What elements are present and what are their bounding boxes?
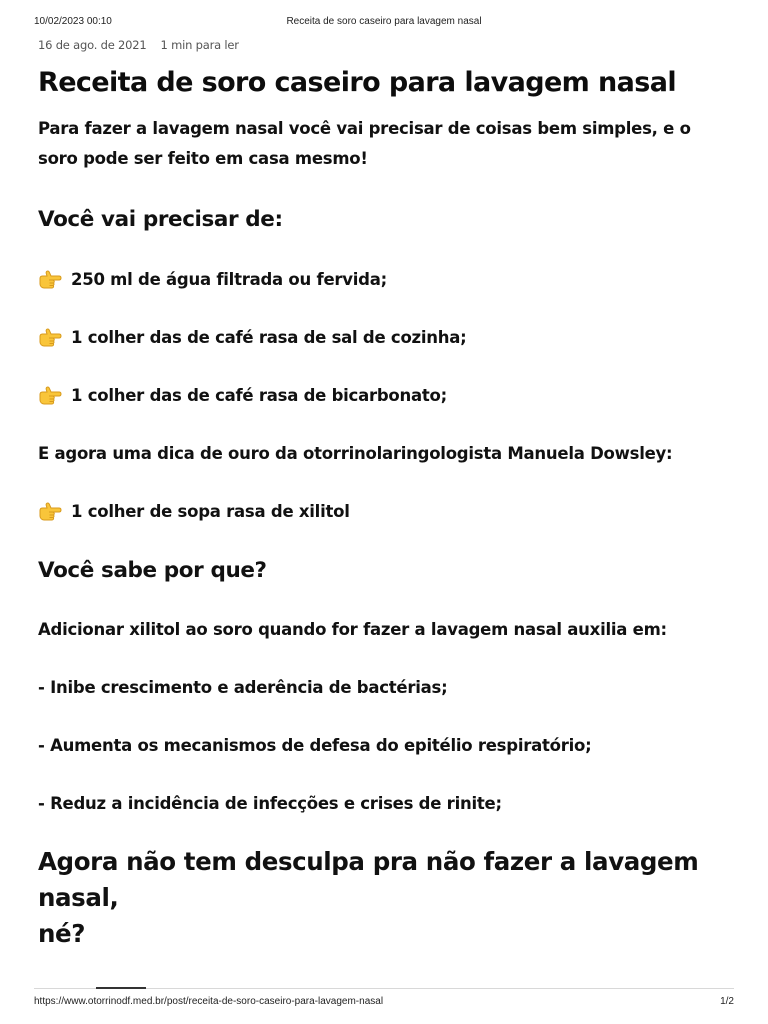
- hand-pointing-right-icon: [38, 327, 62, 349]
- tip-item: [38, 500, 738, 524]
- page-number: 1/2: [720, 996, 734, 1007]
- hand-pointing-right-icon: [38, 385, 62, 407]
- intro-paragraph: [38, 114, 738, 174]
- print-page-title: Receita de soro caseiro para lavagem nasal: [286, 16, 482, 27]
- tip-intro: E agora uma dica de ouro da otorrinolaringologista Manuela Dowsley:: [38, 444, 673, 463]
- benefit-item: - Reduz a incidência de infecções e crises de rinite;: [38, 794, 502, 813]
- heading-why: Você sabe por que?: [38, 558, 267, 583]
- ingredient-text: 250 ml de água filtrada ou fervida;: [71, 270, 387, 289]
- ingredient-text: 1 colher das de café rasa de bicarbonato;: [71, 386, 447, 405]
- ingredient-item: [38, 268, 738, 292]
- print-url: https://www.otorrinodf.med.br/post/receita-de-soro-caseiro-para-lavagem-nasal: [34, 996, 384, 1007]
- intro-line-2: soro pode ser feito em casa mesmo!: [38, 149, 368, 168]
- post-date: 16 de ago. de 2021: [38, 38, 147, 52]
- print-header: [34, 16, 734, 30]
- hand-pointing-right-icon: [38, 501, 62, 523]
- print-footer: [34, 996, 734, 1010]
- article-body: [38, 114, 738, 952]
- article-title: Receita de soro caseiro para lavagem nasal: [38, 67, 676, 98]
- closing-line-1: Agora não tem desculpa pra não fazer a lavagem nasal,: [38, 847, 699, 912]
- heading-you-need: Você vai precisar de:: [38, 207, 283, 232]
- ingredient-item: [38, 384, 738, 408]
- closing-heading: [38, 844, 738, 952]
- print-datetime: 10/02/2023 00:10: [34, 16, 112, 27]
- hand-pointing-right-icon: [38, 269, 62, 291]
- ingredient-item: [38, 326, 738, 350]
- tip-item-text: 1 colher de sopa rasa de xilitol: [71, 502, 350, 521]
- why-intro: Adicionar xilitol ao soro quando for fazer a lavagem nasal auxilia em:: [38, 620, 667, 639]
- closing-line-2: né?: [38, 919, 86, 948]
- benefit-item: - Inibe crescimento e aderência de bactérias;: [38, 678, 448, 697]
- benefit-item: - Aumenta os mecanismos de defesa do epitélio respiratório;: [38, 736, 592, 755]
- ingredient-text: 1 colher das de café rasa de sal de cozinha;: [71, 328, 467, 347]
- post-meta: [38, 38, 239, 52]
- footer-divider-accent: [96, 987, 146, 989]
- intro-line-1: Para fazer a lavagem nasal você vai precisar de coisas bem simples, e o: [38, 119, 691, 138]
- read-time: 1 min para ler: [160, 38, 239, 52]
